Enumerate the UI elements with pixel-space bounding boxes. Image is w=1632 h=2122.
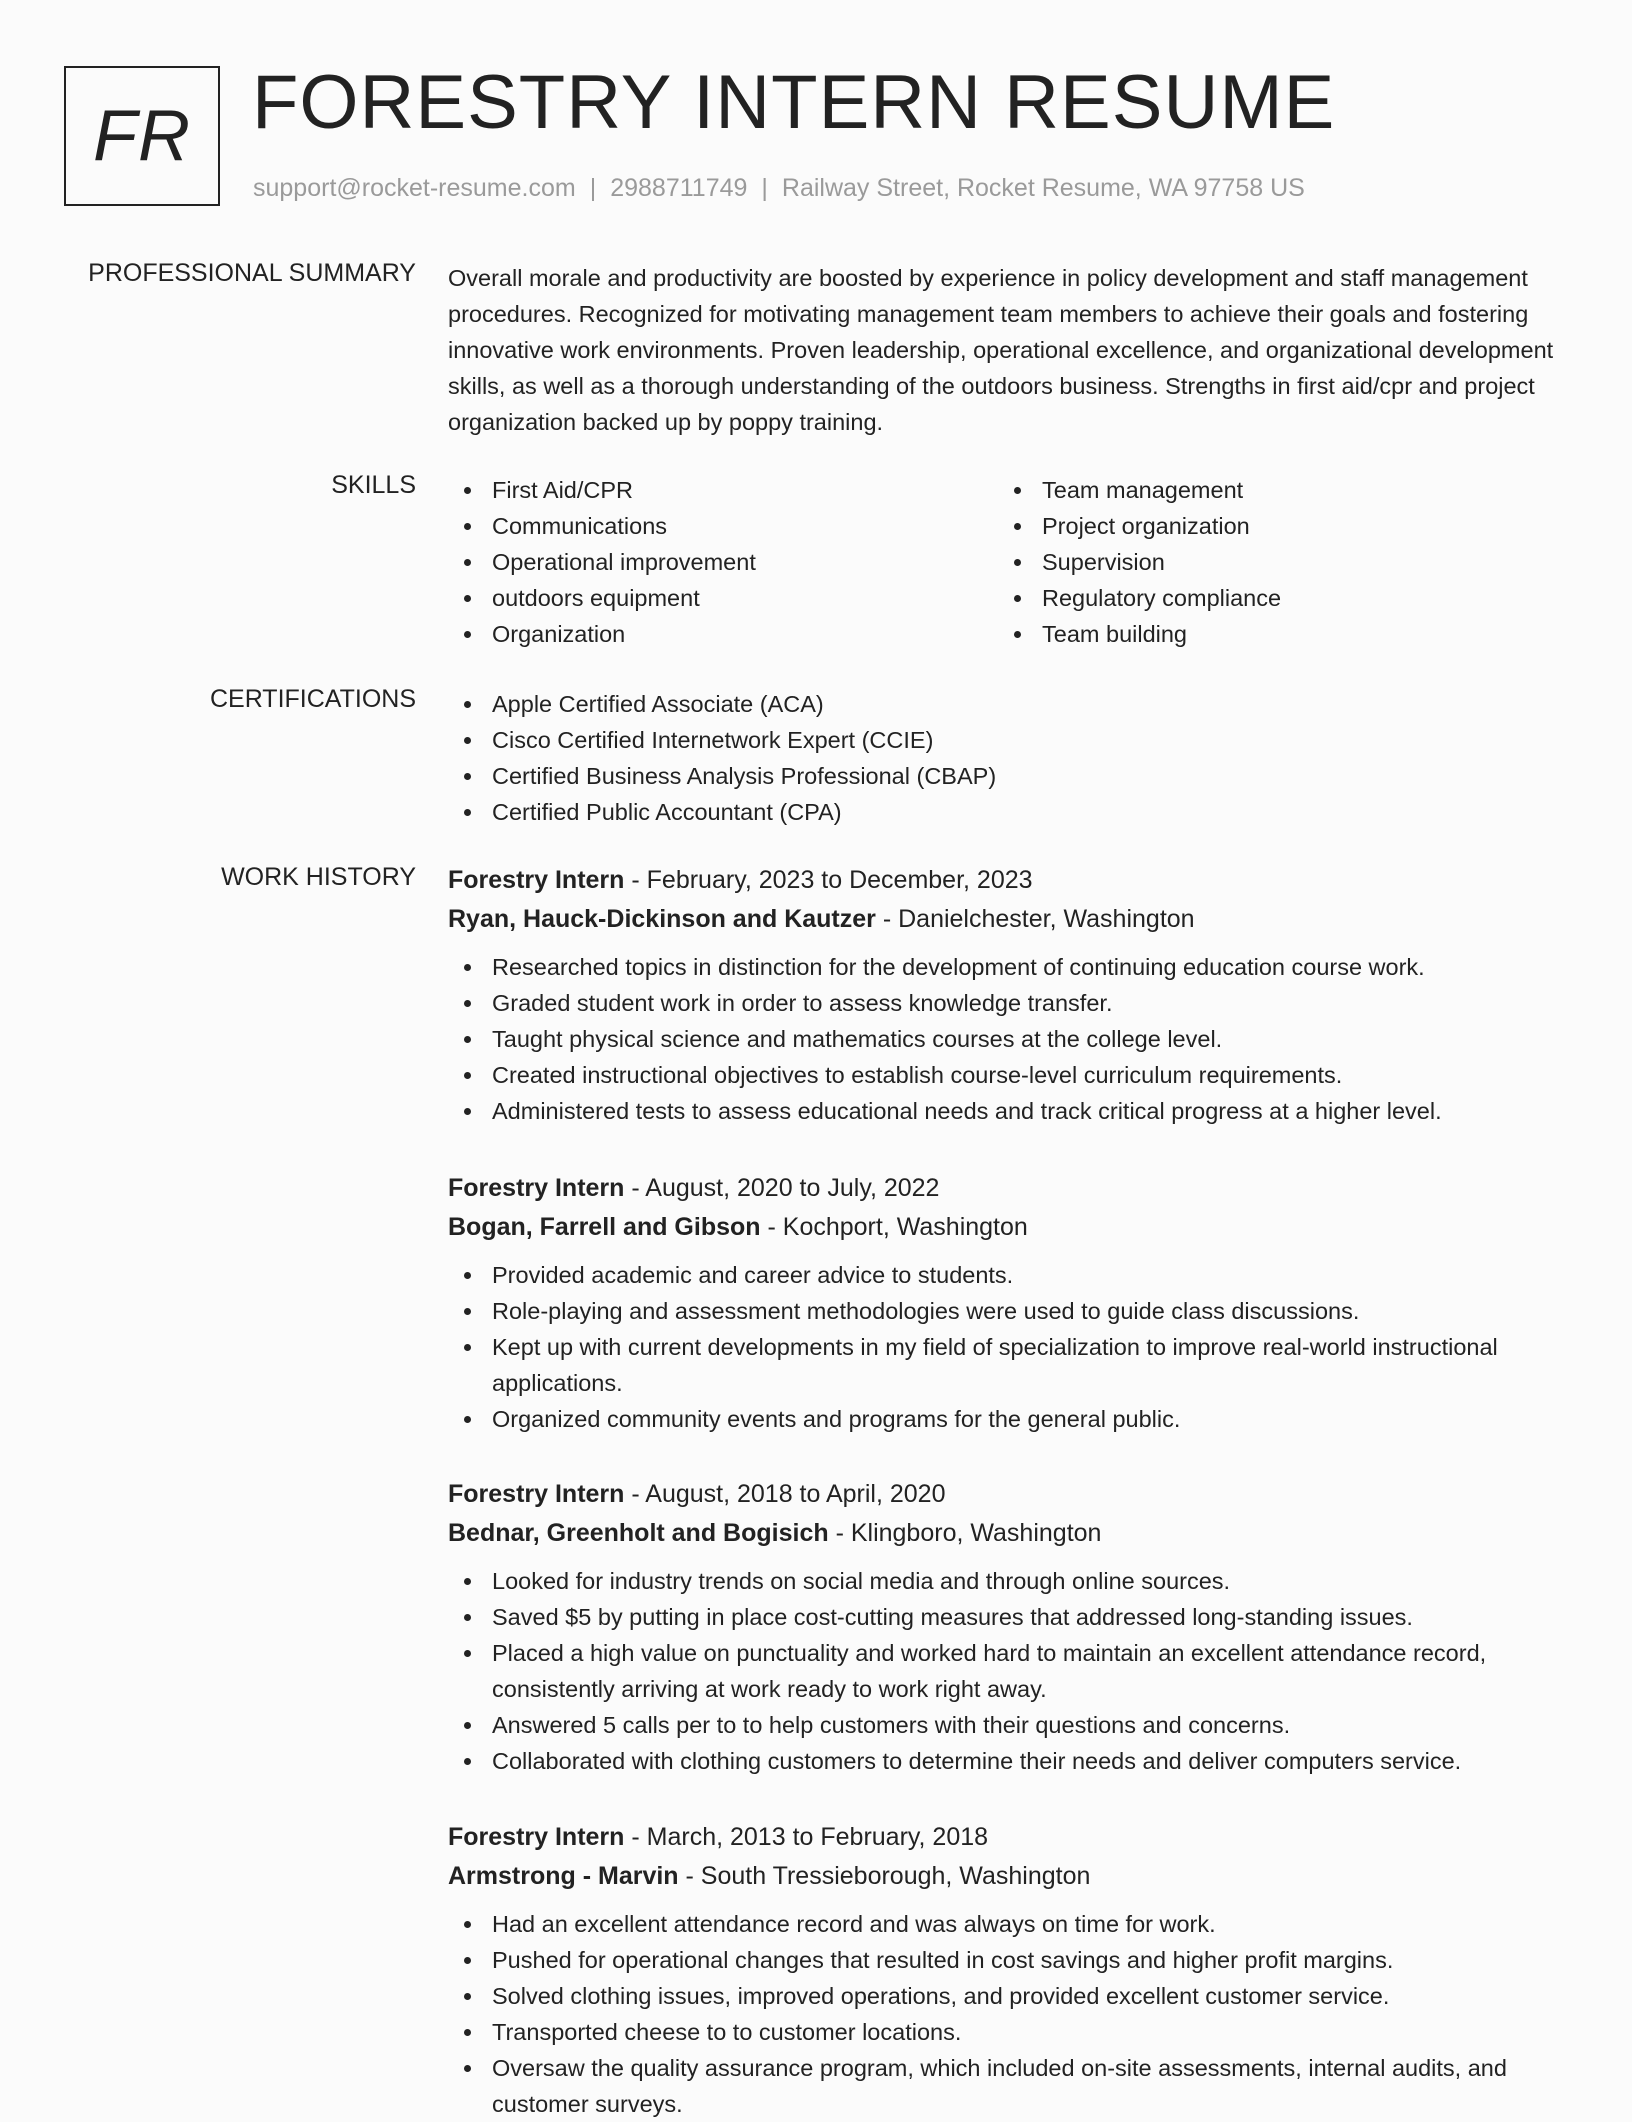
job-company: Bogan, Farrell and Gibson xyxy=(448,1213,761,1241)
job-location: - Klingboro, Washington xyxy=(828,1519,1102,1547)
section-label-summary: PROFESSIONAL SUMMARY xyxy=(88,259,416,287)
contact-separator: | xyxy=(589,174,597,202)
monogram-initials: FR xyxy=(93,96,191,176)
job-duties-list xyxy=(448,1563,1568,1779)
certification-item: Cisco Certified Internetwork Expert (CCIE) xyxy=(448,722,1568,758)
job-location: - South Tressieborough, Washington xyxy=(678,1862,1091,1890)
skill-item: Organization xyxy=(448,616,998,652)
job-company-line xyxy=(448,1857,1568,1896)
job-duty: Solved clothing issues, improved operations, and provided excellent customer service. xyxy=(448,1978,1568,2014)
job-company: Armstrong - Marvin xyxy=(448,1862,679,1890)
job-duty: Looked for industry trends on social media and through online sources. xyxy=(448,1563,1568,1599)
job-title: Forestry Intern xyxy=(448,1823,625,1851)
skill-item: Regulatory compliance xyxy=(998,580,1548,616)
job-duty: Saved $5 by putting in place cost-cutting measures that addressed long-standing issues. xyxy=(448,1599,1568,1635)
skill-item: Team management xyxy=(998,472,1548,508)
job-duty: Placed a high value on punctuality and worked hard to maintain an excellent attendance record, consistently arriving at work ready to work right away. xyxy=(448,1635,1568,1707)
contact-line xyxy=(253,174,1305,203)
skill-item: Operational improvement xyxy=(448,544,998,580)
skill-item: Project organization xyxy=(998,508,1548,544)
job-duty: Oversaw the quality assurance program, which included on-site assessments, internal audits, and customer surveys. xyxy=(448,2050,1568,2122)
section-label-skills: SKILLS xyxy=(331,471,416,499)
skills-list-right xyxy=(998,472,1548,652)
summary-text: Overall morale and productivity are boosted by experience in policy development and staff management procedures. Recognized for motivating management team members to achieve their goals and fostering innovative work environments. Proven leadership, operational excellence, and organizational development skills, as well as a thorough understanding of the outdoors business. Strengths in first aid/cpr and project organization backed up by poppy training. xyxy=(448,265,1554,435)
job-duty: Answered 5 calls per to to help customers with their questions and concerns. xyxy=(448,1707,1568,1743)
job-title-line xyxy=(448,1169,1568,1208)
job-location: - Danielchester, Washington xyxy=(875,905,1195,933)
job-duties-list xyxy=(448,1257,1568,1437)
certification-item: Apple Certified Associate (ACA) xyxy=(448,686,1568,722)
job-duty: Collaborated with clothing customers to determine their needs and deliver computers service. xyxy=(448,1743,1568,1779)
contact-address: Railway Street, Rocket Resume, WA 97758 US xyxy=(781,174,1305,202)
job-title: Forestry Intern xyxy=(448,866,625,894)
job-duty: Transported cheese to to customer locations. xyxy=(448,2014,1568,2050)
contact-separator: | xyxy=(761,174,768,202)
certifications-list xyxy=(448,686,1568,830)
job-dates: - March, 2013 to February, 2018 xyxy=(624,1823,989,1851)
job-company: Bednar, Greenholt and Bogisich xyxy=(448,1519,829,1547)
job-company-line xyxy=(448,900,1568,939)
job-duty: Taught physical science and mathematics courses at the college level. xyxy=(448,1021,1568,1057)
job-dates: - August, 2018 to April, 2020 xyxy=(624,1480,946,1508)
job-duties-list xyxy=(448,949,1568,1129)
job-duty: Had an excellent attendance record and was always on time for work. xyxy=(448,1906,1568,1942)
contact-phone: 2988711749 xyxy=(610,174,748,202)
job-dates: - August, 2020 to July, 2022 xyxy=(624,1174,940,1202)
skill-item: First Aid/CPR xyxy=(448,472,998,508)
job-duty: Created instructional objectives to establish course-level curriculum requirements. xyxy=(448,1057,1568,1093)
section-label-work-history: WORK HISTORY xyxy=(221,863,416,891)
job-company-line xyxy=(448,1514,1568,1553)
job-duty: Provided academic and career advice to students. xyxy=(448,1257,1568,1293)
job-title: Forestry Intern xyxy=(448,1480,625,1508)
job-duty: Graded student work in order to assess knowledge transfer. xyxy=(448,985,1568,1021)
skill-item: Communications xyxy=(448,508,998,544)
job-title-line xyxy=(448,861,1568,900)
job-duty: Kept up with current developments in my field of specialization to improve real-world instructional applications. xyxy=(448,1329,1568,1401)
resume-title: FORESTRY INTERN RESUME xyxy=(252,60,1336,145)
skills-list-left xyxy=(448,472,998,652)
certification-item: Certified Business Analysis Professional (CBAP) xyxy=(448,758,1568,794)
job-title-line xyxy=(448,1818,1568,1857)
monogram-badge xyxy=(64,66,220,206)
job-duty: Organized community events and programs for the general public. xyxy=(448,1401,1568,1437)
job-duty: Administered tests to assess educational needs and track critical progress at a higher level. xyxy=(448,1093,1568,1129)
skill-item: Team building xyxy=(998,616,1548,652)
job-duty: Researched topics in distinction for the development of continuing education course work. xyxy=(448,949,1568,985)
skill-item: Supervision xyxy=(998,544,1548,580)
contact-email: support@rocket-resume.com xyxy=(253,174,576,202)
job-duty: Role-playing and assessment methodologies were used to guide class discussions. xyxy=(448,1293,1568,1329)
job-title-line xyxy=(448,1475,1568,1514)
job-dates: - February, 2023 to December, 2023 xyxy=(624,866,1033,894)
section-label-certifications: CERTIFICATIONS xyxy=(209,685,416,713)
job-location: - Kochport, Washington xyxy=(760,1213,1028,1241)
certification-item: Certified Public Accountant (CPA) xyxy=(448,794,1568,830)
job-duties-list xyxy=(448,1906,1568,2122)
job-duty: Pushed for operational changes that resulted in cost savings and higher profit margins. xyxy=(448,1942,1568,1978)
skill-item: outdoors equipment xyxy=(448,580,998,616)
job-company: Ryan, Hauck-Dickinson and Kautzer xyxy=(448,905,876,933)
job-title: Forestry Intern xyxy=(448,1174,625,1202)
skills-columns xyxy=(448,472,1568,652)
job-company-line xyxy=(448,1208,1568,1247)
